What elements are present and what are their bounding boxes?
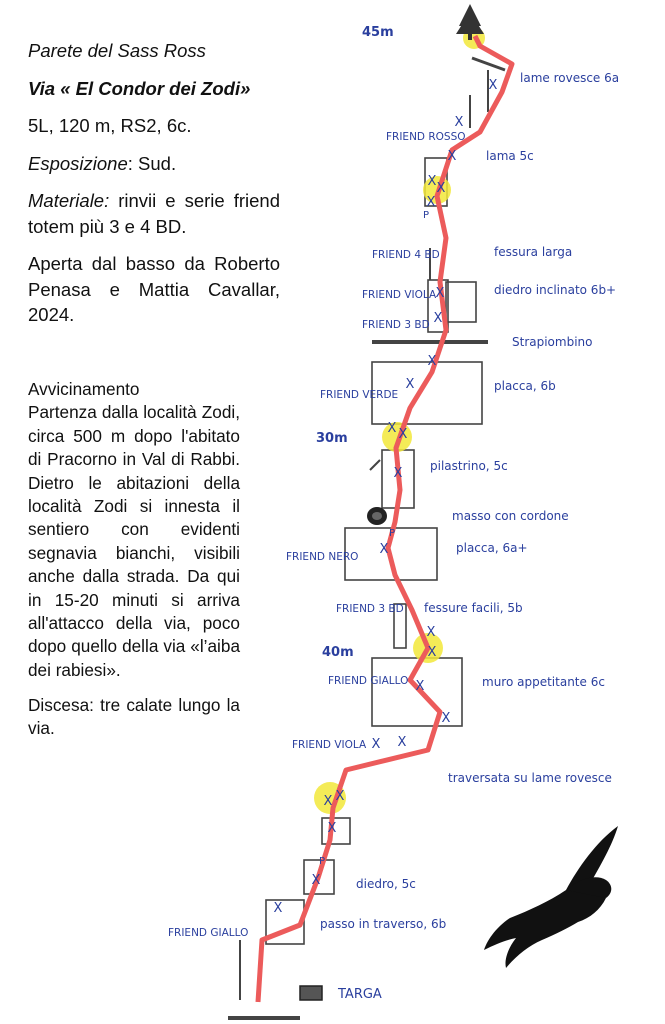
- bolt-mark: X: [311, 873, 321, 888]
- piton-mark: P: [422, 210, 430, 221]
- wall-name: Parete del Sass Ross: [28, 40, 206, 61]
- friend-viola-upper: FRIEND VIOLA: [362, 289, 437, 301]
- descent-value: : tre calate lungo la via.: [28, 695, 240, 739]
- condor-silhouette-icon: [484, 826, 618, 968]
- exposure-value: : Sud.: [127, 152, 177, 174]
- rock-edge: [370, 460, 380, 470]
- feature-strapiombino: Strapiombino: [512, 335, 593, 349]
- feature-diedro-inclinato: diedro inclinato 6b+: [494, 283, 617, 297]
- approach-text: Partenza dalla località Zodi, circa 500 m dopo l'abitato di Pracorno in Val di Rabbi. Dietro le abitazioni della località Zodi si innesta il sentiero con evidenti segnavia bianchi, visibili anche dalla strada. Da qui in 15-20 minuti si arriva all'attacco della via, poco dopo quello della via «l’aiba dei rabiesi».: [28, 402, 240, 680]
- bolt-mark: X: [433, 311, 443, 326]
- friend-giallo-upper: FRIEND GIALLO: [328, 675, 409, 687]
- targa-plaque-icon: [300, 986, 322, 1000]
- feature-lama: lama 5c: [486, 149, 534, 163]
- bolt-mark: X: [436, 181, 446, 196]
- opened-by: Aperta dal basso da Roberto Penasa e Mattia Cavallar, 2024.: [28, 253, 280, 326]
- feature-fessura-larga: fessura larga: [494, 245, 573, 259]
- bolt-mark: X: [393, 466, 403, 481]
- bolt-marks: [274, 78, 498, 916]
- start-targa: TARGA: [338, 987, 382, 1002]
- feature-muro: muro appetitante 6c: [482, 675, 605, 689]
- bolt-mark: X: [327, 821, 337, 836]
- bolt-mark: X: [397, 735, 407, 750]
- rappel-30m: 30m: [316, 431, 348, 446]
- feature-masso: masso con cordone: [452, 509, 569, 523]
- bolt-mark: X: [427, 354, 437, 369]
- friend-3bd-lower: FRIEND 3 BD: [336, 603, 404, 615]
- piton-mark: P: [318, 856, 326, 867]
- friend-giallo-lower: FRIEND GIALLO: [168, 927, 249, 939]
- piton-mark: P: [388, 528, 396, 539]
- bolt-mark: X: [415, 679, 425, 694]
- bolt-mark: X: [387, 421, 397, 436]
- gear-value: rinvii e serie friend totem più 3 e 4 BD.: [28, 190, 280, 237]
- feature-pilastrino: pilastrino, 5c: [430, 459, 508, 473]
- friend-verde: FRIEND VERDE: [320, 389, 399, 401]
- bolt-mark: X: [379, 542, 389, 557]
- bolt-mark: X: [371, 737, 381, 752]
- gear-label: Materiale:: [28, 190, 110, 212]
- bolt-mark: X: [427, 174, 437, 189]
- bolt-mark: X: [273, 901, 283, 916]
- bolt-mark: X: [427, 645, 437, 660]
- bolt-mark: X: [441, 711, 451, 726]
- bolt-mark: X: [488, 78, 498, 93]
- bolt-mark: X: [398, 427, 408, 442]
- rock-block: [446, 282, 476, 322]
- friend-3bd-upper: FRIEND 3 BD: [362, 319, 430, 331]
- friend-viola-lower: FRIEND VIOLA: [292, 739, 367, 751]
- bolt-mark: X: [335, 789, 345, 804]
- route-grade: 5L, 120 m, RS2, 6c.: [28, 115, 192, 137]
- rappel-40m: 40m: [322, 645, 354, 660]
- bolt-mark: X: [435, 286, 445, 301]
- feature-traversata: traversata su lame rovesce: [448, 771, 612, 785]
- feature-lame-rovesce: lame rovesce 6a: [520, 71, 620, 85]
- bolt-mark: X: [405, 377, 415, 392]
- descent-label: Discesa: [28, 695, 90, 716]
- friend-4bd: FRIEND 4 BD: [372, 249, 440, 261]
- bolt-mark: X: [447, 149, 457, 164]
- friend-nero: FRIEND NERO: [286, 551, 359, 563]
- feature-placca-6a: placca, 6a+: [456, 541, 528, 555]
- feature-fessure-facili: fessure facili, 5b: [424, 601, 523, 615]
- exposure-label: Esposizione: [28, 152, 128, 174]
- feature-placca-6b: placca, 6b: [494, 379, 556, 393]
- bolt-mark: X: [323, 794, 333, 809]
- boulder-icon: [367, 507, 387, 525]
- feature-passo-traverso: passo in traverso, 6b: [320, 917, 447, 931]
- bolt-mark: X: [454, 115, 464, 130]
- rock-features: [228, 58, 505, 1018]
- bolt-mark: X: [426, 625, 436, 640]
- route-name: Via « El Condor dei Zodi»: [28, 77, 251, 99]
- feature-diedro-5c: diedro, 5c: [356, 877, 416, 891]
- rappel-45m: 45m: [362, 25, 394, 40]
- friend-rosso: FRIEND ROSSO: [386, 131, 466, 143]
- approach-title: Avvicinamento: [28, 379, 140, 399]
- bolt-mark: X: [426, 195, 436, 210]
